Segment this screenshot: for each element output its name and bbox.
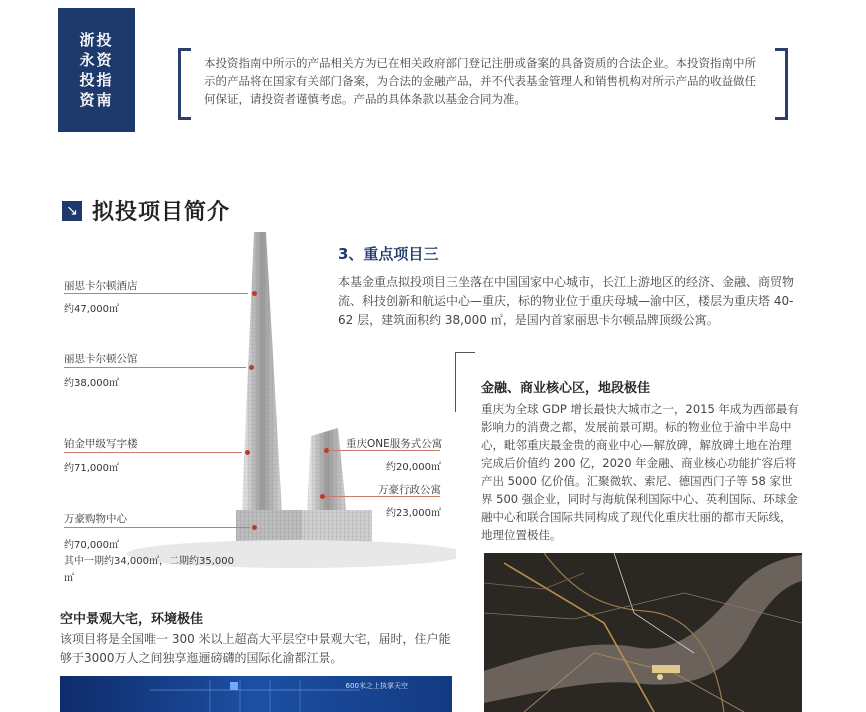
service-apt-label: 重庆ONE服务式公寓 (346, 438, 443, 450)
leader-line (328, 450, 440, 451)
mall-area: 约70,000㎡ (64, 540, 119, 551)
map-graphic (484, 553, 802, 712)
project-description: 本基金重点拟投项目三坐落在中国国家中心城市，长江上游地区的经济、金融、商贸物流、科技创新和航运中心—重庆，标的物业位于重庆母城—渝中区，楼层为重庆塔 40-62 层，建筑面积约 38,000 ㎡，是国内首家丽思卡尔顿品牌顶级公寓。 (338, 275, 795, 327)
mall-note: 其中一期约34,000㎡，二期约35,000㎡ (64, 556, 234, 584)
marker-dot (324, 448, 329, 453)
badge-line: 资南 (79, 91, 114, 109)
project-title: 3、重点项目三 (338, 245, 439, 263)
sky-description: 该项目将是全国唯一 300 米以上超高大平层空中景观大宅，届时，住户能够于3000万人之间独享迤逦磅礴的国际化渝都江景。 (60, 632, 451, 665)
section-heading (62, 195, 230, 226)
badge-line: 投指 (79, 71, 114, 89)
location-map (484, 553, 802, 712)
brand-badge (58, 8, 135, 132)
marker-dot (320, 494, 325, 499)
left-bracket (178, 48, 191, 120)
marker-dot (252, 525, 257, 530)
marker-dot (245, 450, 250, 455)
section-title: 拟投项目简介 (92, 200, 231, 225)
leader-line (64, 293, 248, 294)
badge-line: 浙投 (79, 31, 114, 49)
right-bracket (775, 48, 788, 120)
apartment-area: 约38,000㎡ (64, 378, 119, 389)
leader-line (324, 496, 440, 497)
leader-line (64, 367, 246, 368)
badge-line: 永资 (79, 51, 114, 69)
panorama-caption: 600米之上执掌天空 (345, 682, 408, 690)
sky-title: 空中景观大宅，环境极佳 (60, 612, 204, 627)
apartment-label: 丽思卡尔顿公馆 (64, 353, 138, 365)
leader-line (64, 452, 242, 453)
mall-label: 万豪购物中心 (64, 513, 127, 525)
disclaimer-text: 本投资指南中所示的产品相关方为已在相关政府部门登记注册或备案的具备资质的合法企业。本投资指南中所示的产品将在国家有关部门备案，为合法的金融产品，并不代表基金管理人和销售机构对所示产品的收益做任何保证，请投资者谨慎考虑。产品的具体条款以基金合同为准。 (204, 56, 756, 106)
service-apt-area: 约20,000㎡ (386, 462, 441, 473)
hotel-area: 约47,000㎡ (64, 304, 119, 315)
hotel-label: 丽思卡尔顿酒店 (64, 280, 138, 292)
finance-title: 金融、商业核心区，地段极佳 (481, 381, 651, 396)
finance-description: 重庆为全球 GDP 增长最快大城市之一，2015 年成为西部最有影响力的消费之都，发展前景可期。标的物业位于渝中半岛中心，毗邻重庆最金贵的商业中心—解放碑，解放碑土地在治理完成后价值约 200 亿，2020 年金融、商业核心功能扩容后将产出 5000 亿价值。汇聚微软、索尼、德国西门子等 58 家世界 500 强企业，同时与海航保利国际中心、英利国际、环球金融中心和联合国际共同构成了现代化重庆壮丽的都市天际线，地理位置极佳。 (481, 402, 799, 542)
marker-dot (249, 365, 254, 370)
office-label: 铂金甲级写字楼 (64, 438, 138, 450)
panorama-image (60, 676, 452, 712)
marker-dot (252, 291, 257, 296)
office-area: 约71,000㎡ (64, 463, 119, 474)
disclaimer-box (178, 48, 788, 118)
divider-horizontal (455, 352, 475, 353)
exec-apt-label: 万豪行政公寓 (378, 484, 441, 496)
leader-line (64, 527, 250, 528)
arrow-down-right-icon: ↘ (62, 201, 82, 221)
divider-vertical (455, 352, 456, 412)
exec-apt-area: 约23,000㎡ (386, 508, 441, 519)
